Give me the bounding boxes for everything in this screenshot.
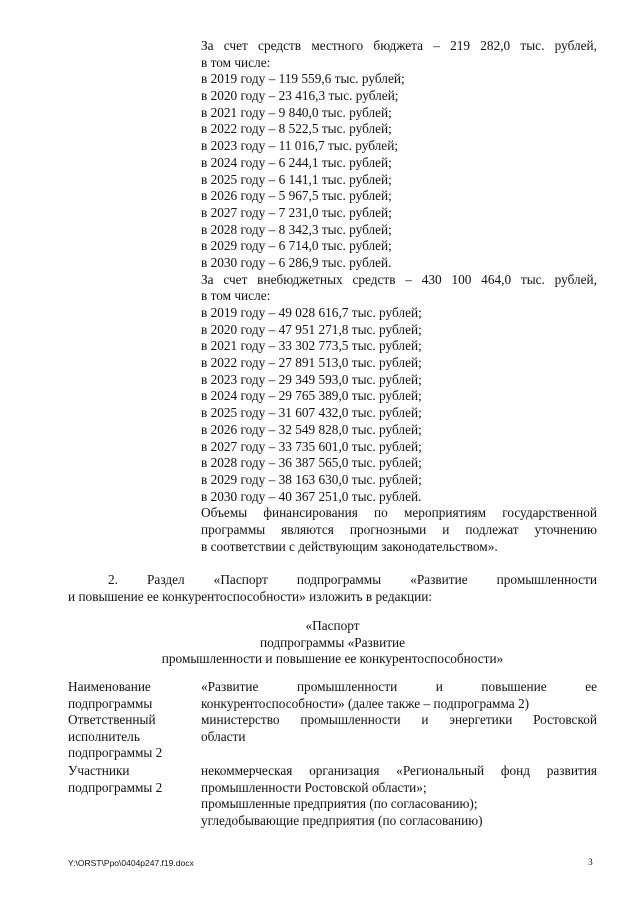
section-2-line: 2. Раздел «Паспорт подпрограммы «Развитие промышленности [108, 572, 597, 587]
row-label: подпрограммы [68, 695, 153, 711]
local-budget-year: в 2022 году – 8 522,5 тыс. рублей; [201, 121, 392, 137]
row-label: подпрограммы 2 [68, 779, 163, 795]
local-budget-year: в 2025 году – 6 141,1 тыс. рублей; [201, 171, 392, 187]
forecast-note-line: Объемы финансирования по мероприятиям государственной [201, 505, 597, 521]
local-budget-subheader: в том числе: [201, 54, 271, 70]
extra-budget-year: в 2019 году – 49 028 616,7 тыс. рублей; [201, 305, 422, 320]
passport-title-line: промышленности и повышение ее конкурентоспособности» [161, 651, 504, 667]
extra-budget-year: в 2023 году – 29 349 593,0 тыс. рублей; [201, 371, 422, 387]
local-budget-year: в 2024 году – 6 244,1 тыс. рублей; [201, 154, 392, 170]
row-value: угледобывающие предприятия (по согласованию) [201, 813, 483, 829]
extra-budget-year: в 2022 году – 27 891 513,0 тыс. рублей; [201, 355, 422, 371]
row-value: «Развитие промышленности и повышение ее [201, 679, 597, 694]
forecast-note-line: программы являются прогнозными и подлежат уточнению [201, 521, 597, 537]
extra-budget-year: в 2030 году – 40 367 251,0 тыс. рублей. [201, 488, 422, 504]
row-label: Участники [68, 763, 130, 778]
extra-budget-year: в 2020 году – 47 951 271,8 тыс. рублей; [201, 321, 422, 337]
row-label: исполнитель [68, 728, 140, 744]
row-label: Наименование [68, 679, 151, 694]
local-budget-year: в 2019 году – 119 559,6 тыс. рублей; [201, 71, 405, 87]
extra-budget-subheader: в том числе: [201, 288, 271, 304]
page-number: 3 [588, 858, 593, 868]
forecast-note-line: в соответствии с действующим законодательством». [201, 538, 498, 554]
extra-budget-header: За счет внебюджетных средств – 430 100 464,0 тыс. рублей, [201, 271, 597, 287]
row-value: некоммерческая организация «Региональный фонд развития [201, 763, 597, 778]
local-budget-year: в 2021 году – 9 840,0 тыс. рублей; [201, 104, 392, 120]
local-budget-year: в 2028 году – 8 342,3 тыс. рублей; [201, 221, 392, 237]
extra-budget-year: в 2029 году – 38 163 630,0 тыс. рублей; [201, 471, 422, 487]
extra-budget-year: в 2024 году – 29 765 389,0 тыс. рублей; [201, 388, 422, 404]
local-budget-year: в 2030 году – 6 286,9 тыс. рублей. [201, 254, 392, 270]
local-budget-block [201, 38, 597, 555]
extra-budget-year: в 2028 году – 36 387 565,0 тыс. рублей; [201, 455, 422, 471]
row-value: области [201, 728, 246, 744]
local-budget-year: в 2026 году – 5 967,5 тыс. рублей; [201, 188, 392, 204]
extra-budget-year: в 2027 году – 33 735 601,0 тыс. рублей; [201, 438, 422, 454]
local-budget-year: в 2023 году – 11 016,7 тыс. рублей; [201, 138, 399, 154]
local-budget-year: в 2020 году – 23 416,3 тыс. рублей; [201, 88, 399, 104]
local-budget-header: За счет средств местного бюджета – 219 282,0 тыс. рублей, [201, 38, 597, 53]
passport-title [68, 618, 597, 668]
passport-title-line: «Паспорт [305, 618, 360, 633]
row-label: Ответственный [68, 712, 156, 727]
local-budget-year: в 2029 году – 6 714,0 тыс. рублей; [201, 238, 392, 254]
footer-file-path: Y:\ORST\Ppo\0404p247.f19.docx [68, 858, 194, 868]
extra-budget-year: в 2021 году – 33 302 773,5 тыс. рублей; [201, 338, 422, 354]
local-budget-year: в 2027 году – 7 231,0 тыс. рублей; [201, 204, 392, 220]
section-2-line: и повышение ее конкурентоспособности» изложить в редакции: [68, 588, 433, 604]
row-value: промышленности Ростовской области»; [201, 779, 427, 795]
row-value: промышленные предприятия (по согласованию); [201, 796, 478, 812]
row-value: конкурентоспособности» (далее также – подпрограмма 2) [201, 695, 530, 711]
row-label: подпрограммы 2 [68, 745, 163, 761]
row-value: министерство промышленности и энергетики Ростовской [201, 712, 597, 727]
extra-budget-year: в 2026 году – 32 549 828,0 тыс. рублей; [201, 421, 422, 437]
passport-title-line: подпрограммы «Развитие [259, 634, 406, 650]
extra-budget-year: в 2025 году – 31 607 432,0 тыс. рублей; [201, 405, 422, 421]
section-2-paragraph [68, 572, 597, 605]
